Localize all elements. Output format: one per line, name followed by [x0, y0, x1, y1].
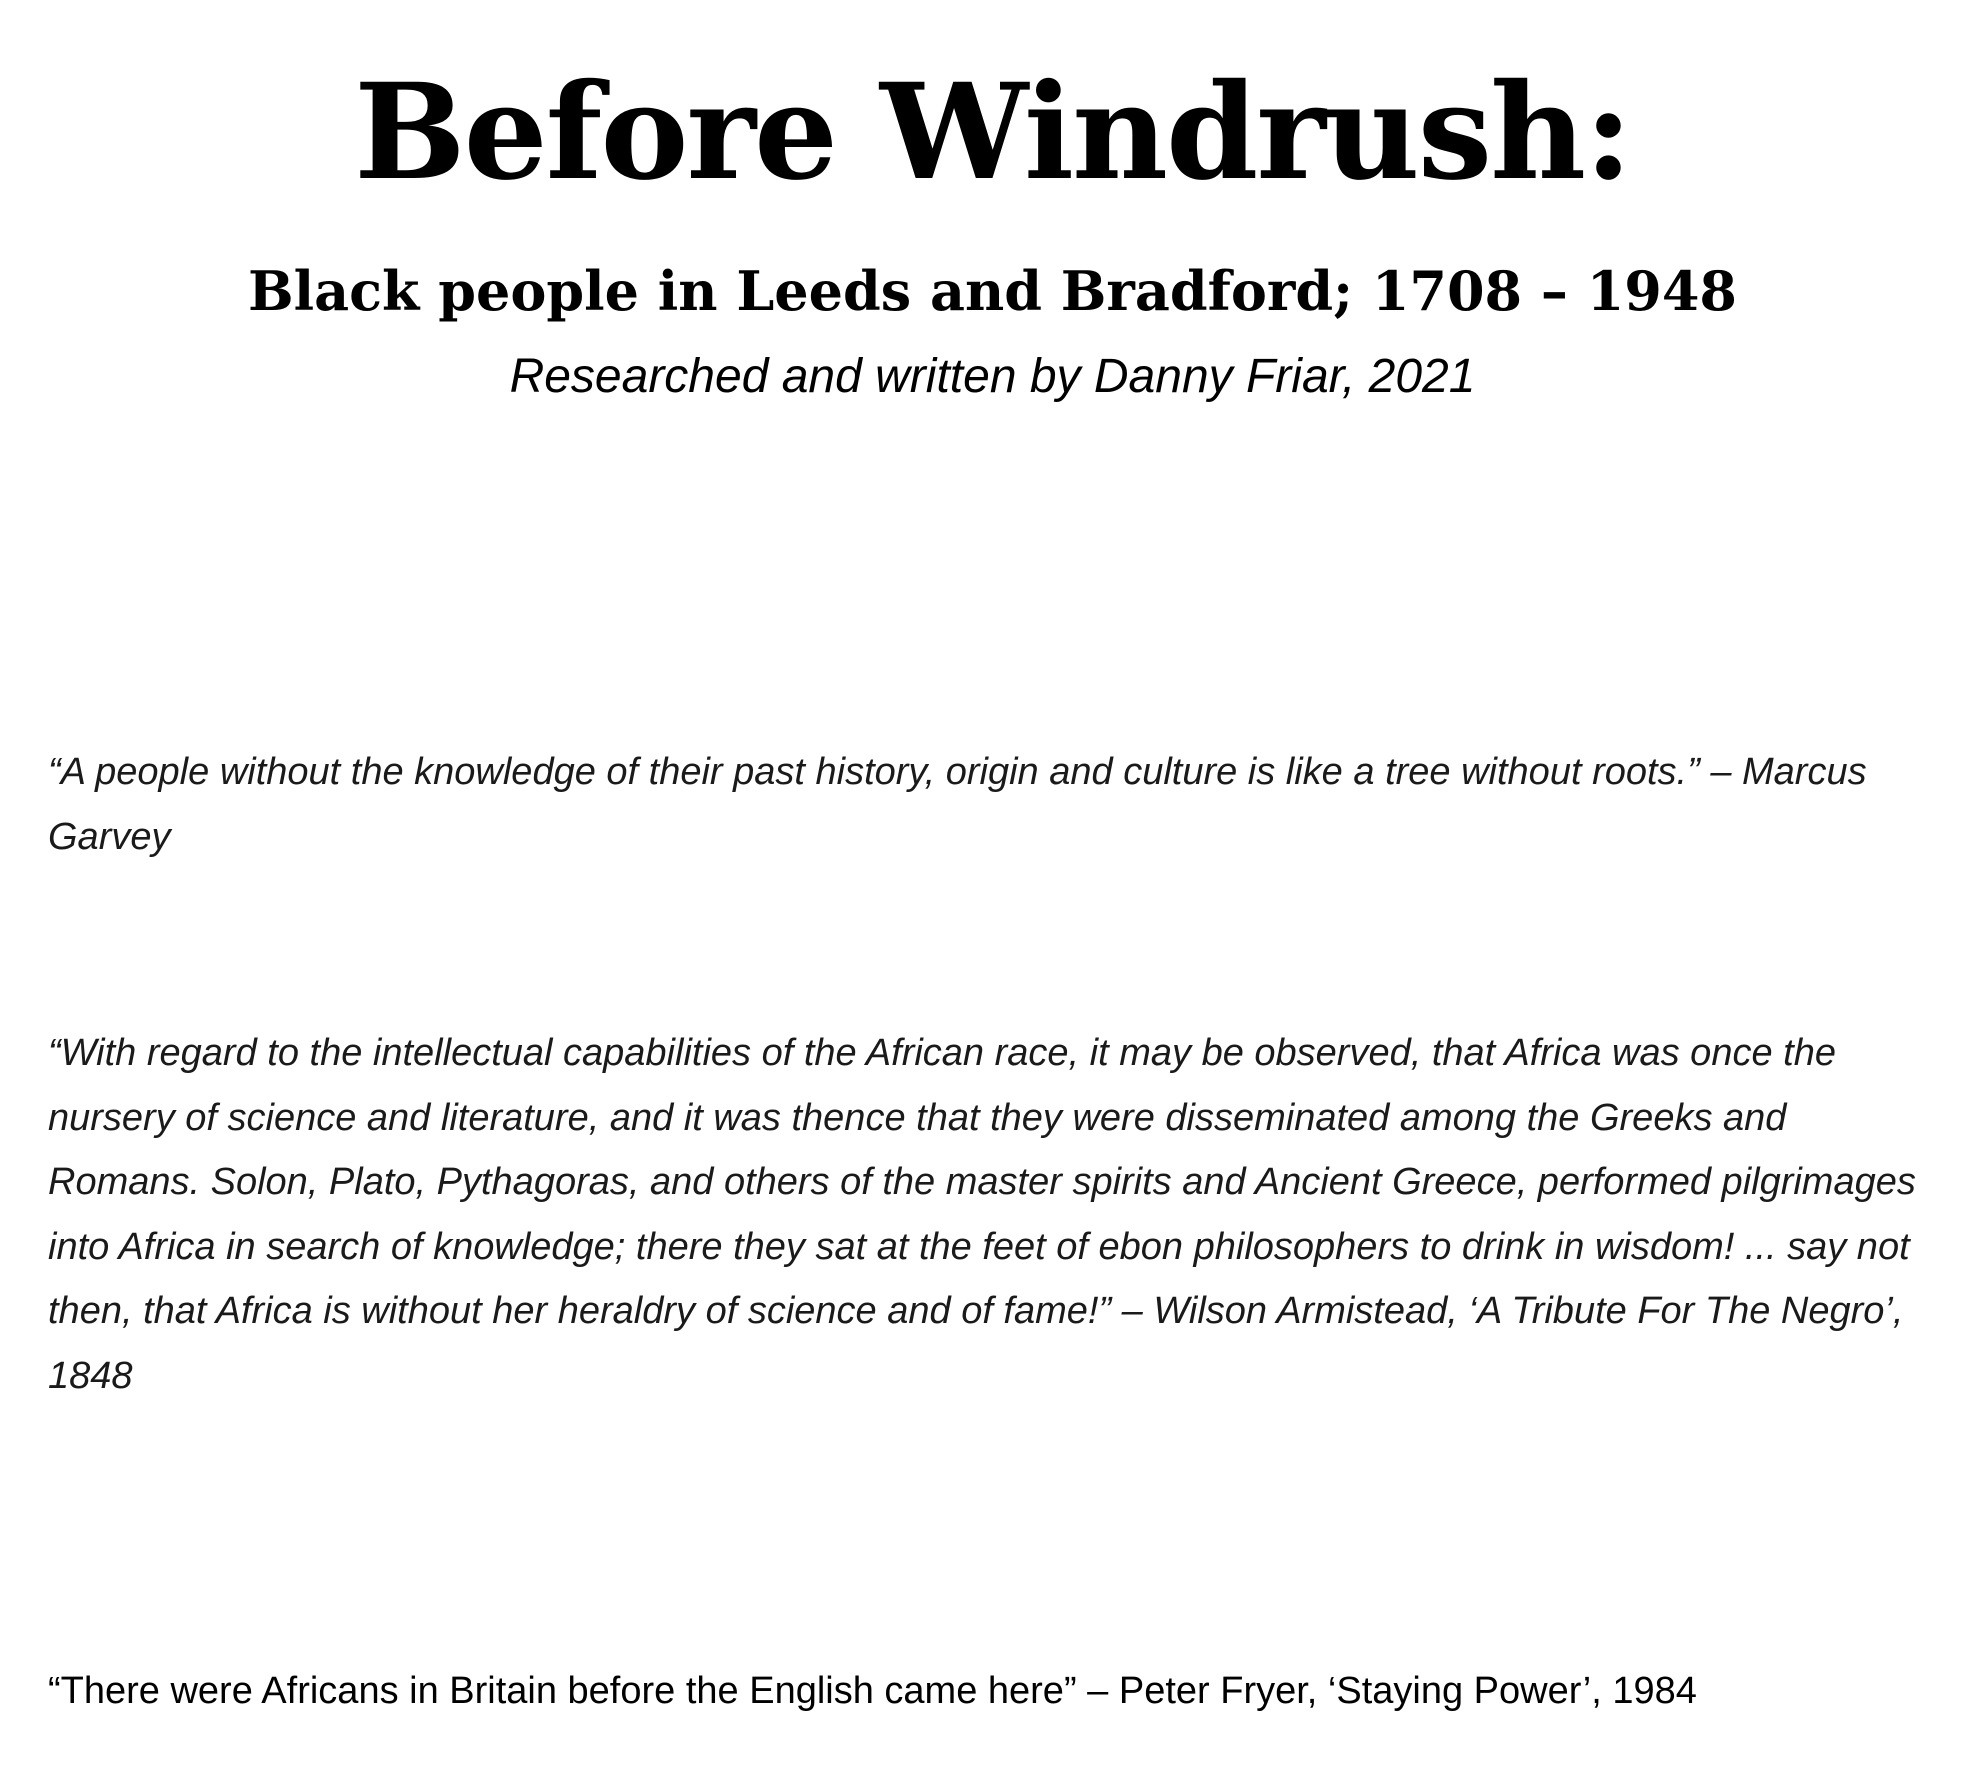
quote-peter-fryer: “There were Africans in Britain before the English came here” – Peter Fryer, ‘Staying Power’, 1984	[48, 1670, 1697, 1712]
document-subtitle: Black people in Leeds and Bradford; 1708 – 1948	[247, 259, 1738, 323]
document-title: Before Windrush:	[354, 55, 1631, 210]
author-byline: Researched and written by Danny Friar, 2021	[509, 350, 1476, 403]
quote-wilson-armistead: “With regard to the intellectual capabilities of the African race, it may be observed, that Africa was once the nursery of science and literature, and it was thence that they were disseminated among the Greeks and Romans. Solon, Plato, Pythagoras, and others of the master spirits and Ancient Greece, performed pilgrimages into Africa in search of knowledge; there they sat at the feet of ebon philosophers to drink in wisdom! ... say not then, that Africa is without her heraldry of science and of fame!” – Wilson Armistead, ‘A Tribute For The Negro’, 1848	[48, 1032, 1916, 1397]
quote-marcus-garvey: “A people without the knowledge of their past history, origin and culture is like a tree without roots.” – Marcus Garvey	[48, 751, 1867, 858]
